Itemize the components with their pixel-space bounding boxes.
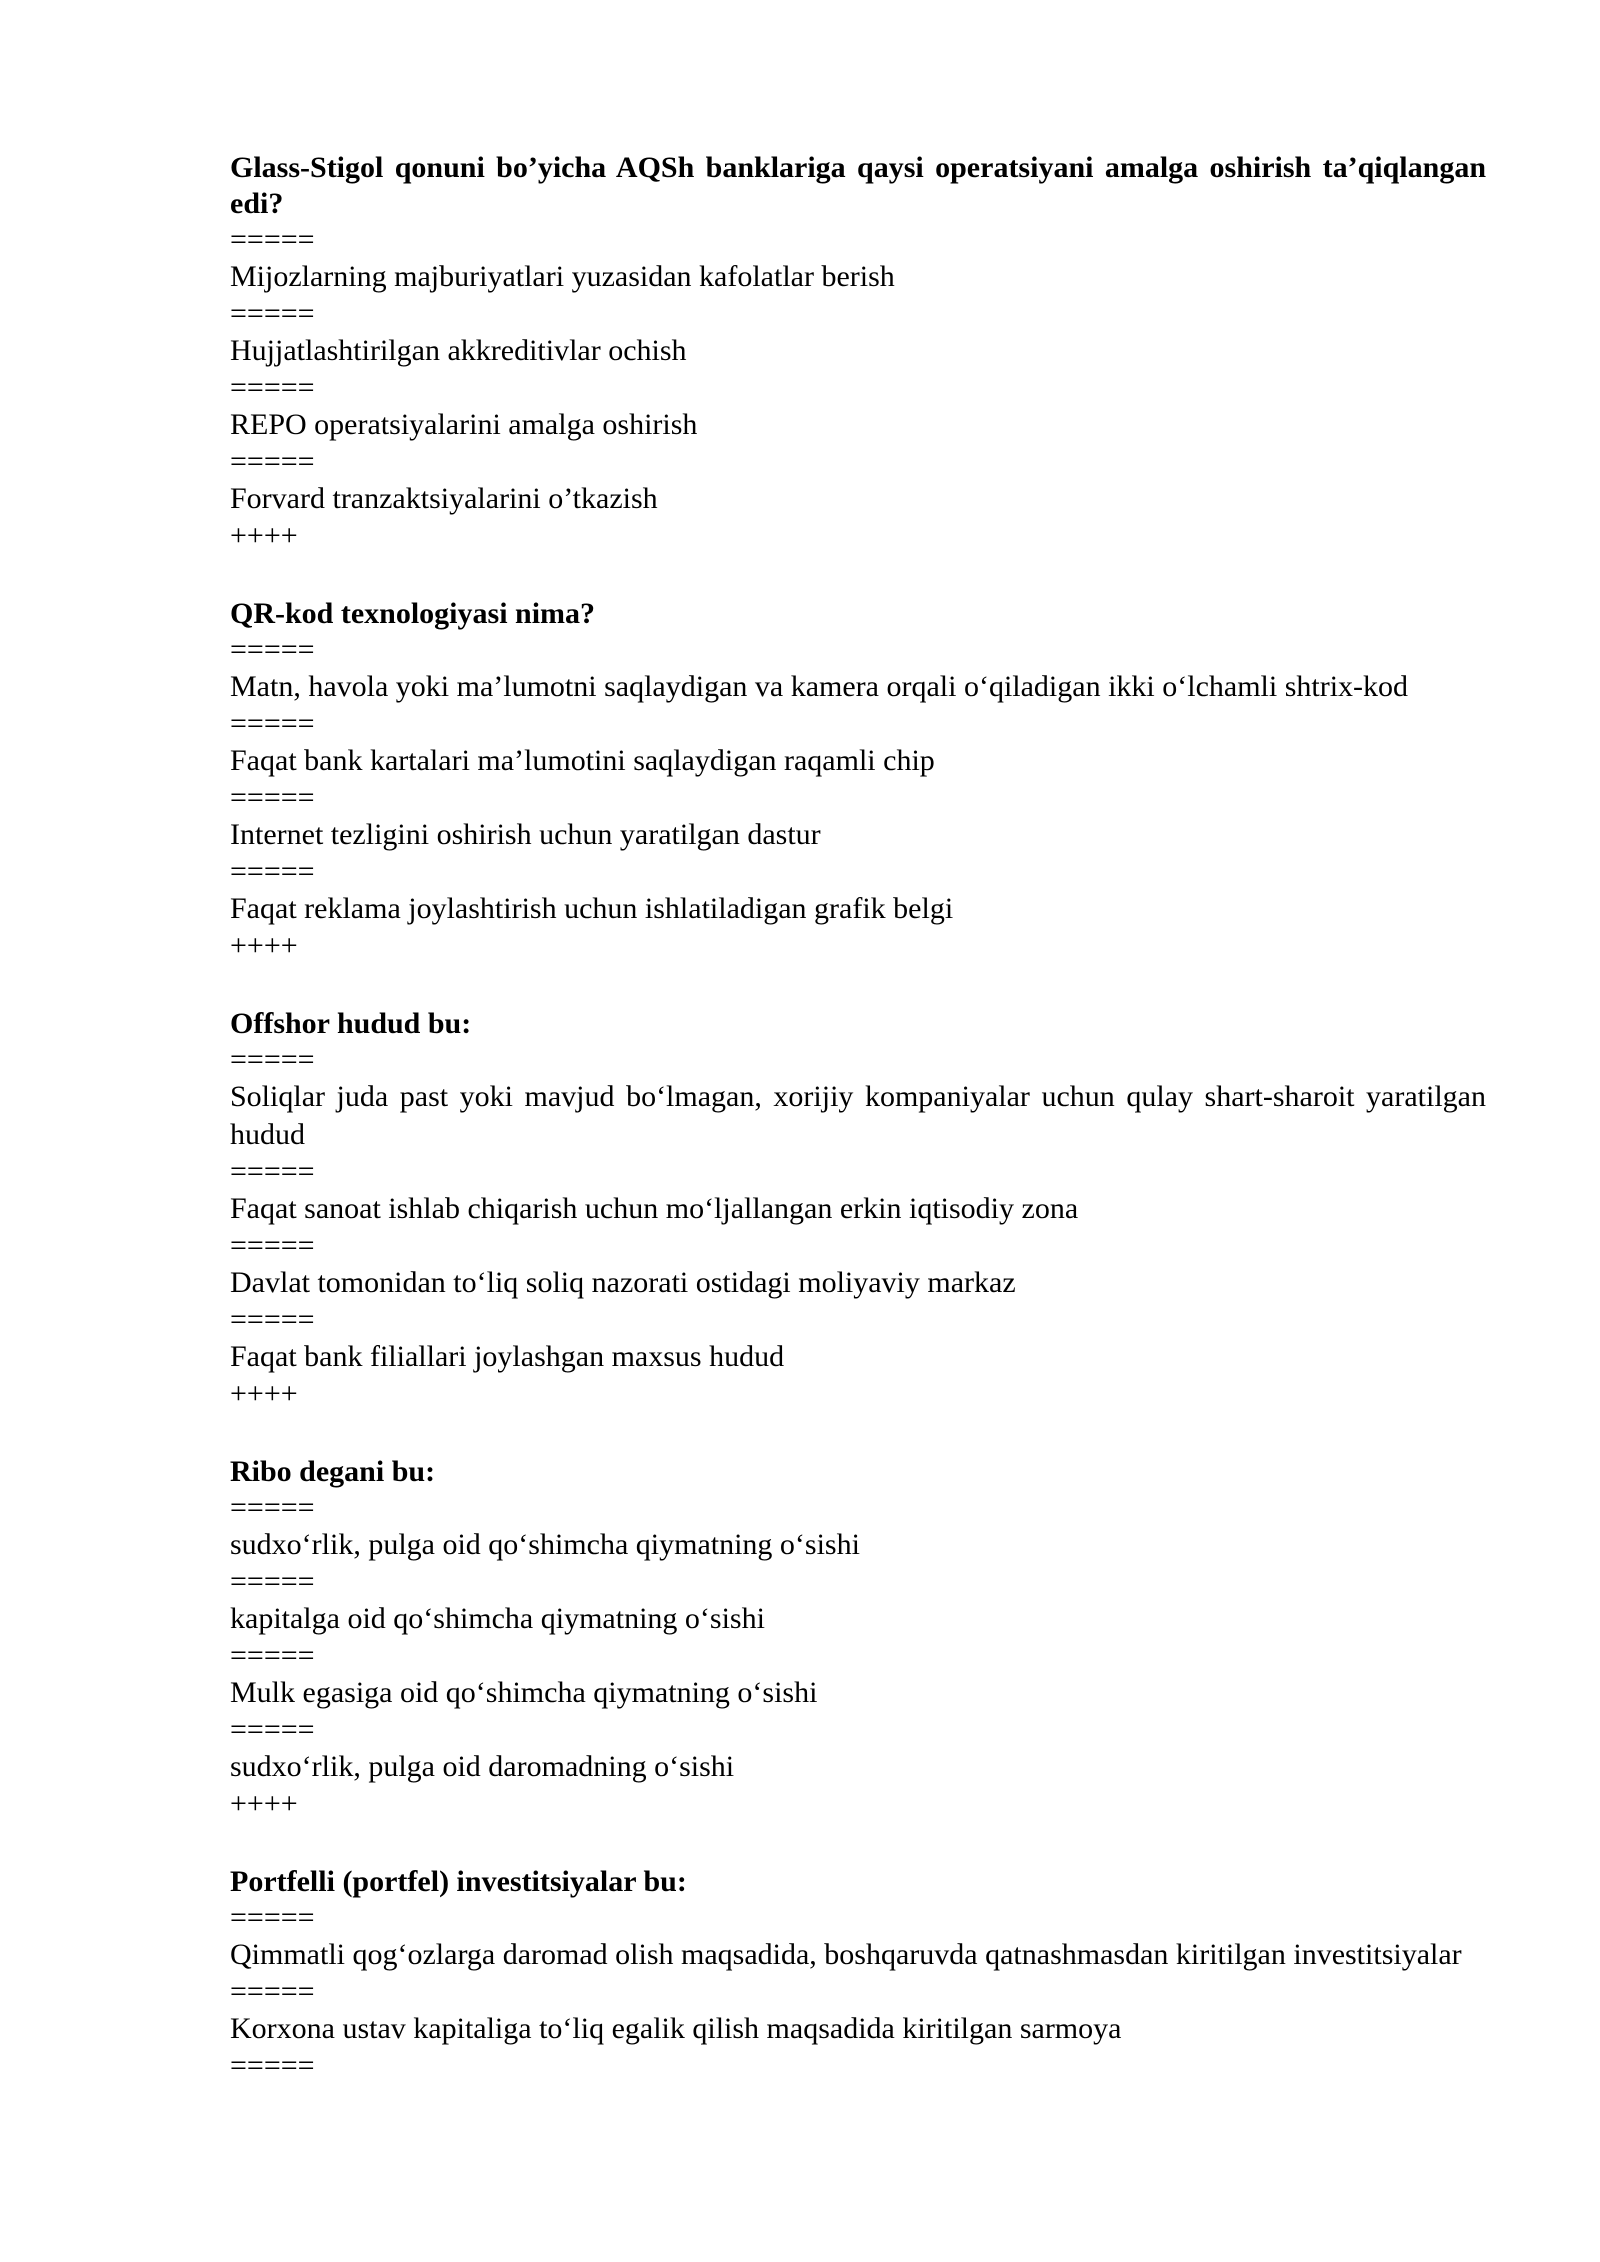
question-block [230,1864,1486,2084]
answer-option: Faqat bank kartalari ma’lumotini saqlaydigan raqamli chip [230,744,935,777]
option-separator: ===== [230,1639,315,1672]
question-block [230,1006,1486,1412]
answer-option: kapitalga oid qo‘shimcha qiymatning o‘sishi [230,1602,765,1635]
answer-option: Matn, havola yoki ma’lumotni saqlaydigan va kamera orqali o‘qiladigan ikki o‘lchamli shtrix-kod [230,670,1409,703]
option-separator: ===== [230,707,315,740]
option-separator: ===== [230,1303,315,1336]
option-separator: ===== [230,1229,315,1262]
answer-option: Hujjatlashtirilgan akkreditivlar ochish [230,334,687,367]
document-page [230,150,1486,2126]
answer-option: Faqat sanoat ishlab chiqarish uchun mo‘ljallangan erkin iqtisodiy zona [230,1192,1079,1225]
answer-option: Korxona ustav kapitaliga to‘liq egalik qilish maqsadida kiritilgan sarmoya [230,2012,1122,2045]
answer-option: Mulk egasiga oid qo‘shimcha qiymatning o‘sishi [230,1676,818,1709]
option-separator: ===== [230,855,315,888]
answer-option: Faqat bank filiallari joylashgan maxsus hudud [230,1340,785,1373]
option-separator: ===== [230,1155,315,1188]
answer-option: Forvard tranzaktsiyalarini o’tkazish [230,482,658,515]
option-separator: ===== [230,1713,315,1746]
question-terminator: ++++ [230,1787,298,1820]
answer-option: Internet tezligini oshirish uchun yaratilgan dastur [230,818,821,851]
option-separator: ===== [230,223,315,256]
answer-option: Soliqlar juda past yoki mavjud bo‘lmagan, xorijiy kompaniyalar uchun qulay shart-sharoit yaratilgan hudud [230,1080,1486,1151]
option-separator: ===== [230,781,315,814]
question-terminator: ++++ [230,1377,298,1410]
question-text: QR-kod texnologiyasi nima? [230,597,596,630]
option-separator: ===== [230,2049,315,2082]
question-block [230,1454,1486,1822]
option-separator: ===== [230,1491,315,1524]
option-separator: ===== [230,1043,315,1076]
option-separator: ===== [230,445,315,478]
answer-option: Davlat tomonidan to‘liq soliq nazorati ostidagi moliyaviy markaz [230,1266,1016,1299]
question-terminator: ++++ [230,929,298,962]
question-text: Ribo degani bu: [230,1455,436,1488]
question-text: Portfelli (portfel) investitsiyalar bu: [230,1865,687,1898]
question-terminator: ++++ [230,519,298,552]
answer-option: Mijozlarning majburiyatlari yuzasidan kafolatlar berish [230,260,895,293]
option-separator: ===== [230,633,315,666]
option-separator: ===== [230,297,315,330]
answer-option: sudxo‘rlik, pulga oid qo‘shimcha qiymatning o‘sishi [230,1528,860,1561]
option-separator: ===== [230,1975,315,2008]
question-block [230,150,1486,554]
answer-option: Qimmatli qog‘ozlarga daromad olish maqsadida, boshqaruvda qatnashmasdan kiritilgan investitsiyalar [230,1938,1462,1971]
question-text: Offshor hudud bu: [230,1007,472,1040]
answer-option: sudxo‘rlik, pulga oid daromadning o‘sishi [230,1750,735,1783]
option-separator: ===== [230,1565,315,1598]
answer-option: REPO operatsiyalarini amalga oshirish [230,408,698,441]
question-text: Glass-Stigol qonuni bo’yicha AQSh banklariga qaysi operatsiyani amalga oshirish ta’qiqlangan edi? [230,151,1486,220]
answer-option: Faqat reklama joylashtirish uchun ishlatiladigan grafik belgi [230,892,954,925]
question-block [230,596,1486,964]
option-separator: ===== [230,371,315,404]
option-separator: ===== [230,1901,315,1934]
